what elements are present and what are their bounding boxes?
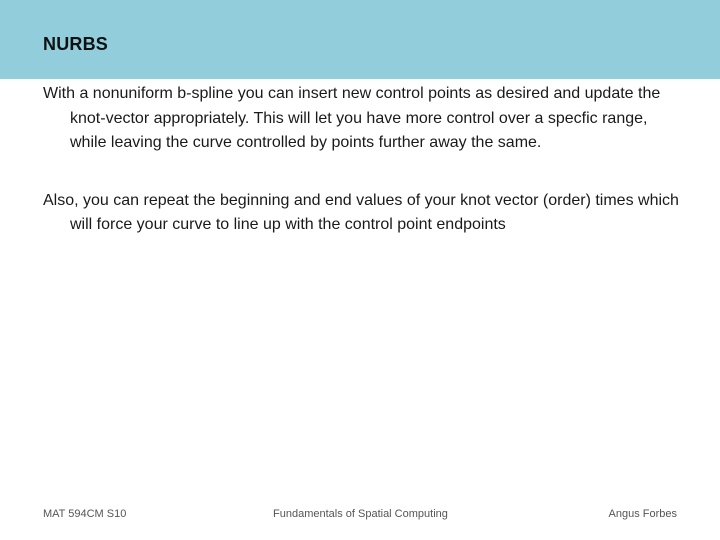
title-bar [0,0,720,79]
body-paragraph-2: Also, you can repeat the beginning and end values of your knot vector (order) times which will force your curve to line up with the control point endpoints [43,191,679,233]
slide-title: NURBS [43,34,109,54]
body-paragraph-1: With a nonuniform b-spline you can insert new control points as desired and update the knot-vector appropriately. This will let you have more control over a specfic range, while leaving the curve controlled by points further away the same. [43,85,661,151]
slide-body [43,82,683,238]
footer-author: Angus Forbes [608,508,677,520]
footer-course: MAT 594CM S10 [43,508,127,520]
footer-course-title: Fundamentals of Spatial Computing [273,508,448,520]
